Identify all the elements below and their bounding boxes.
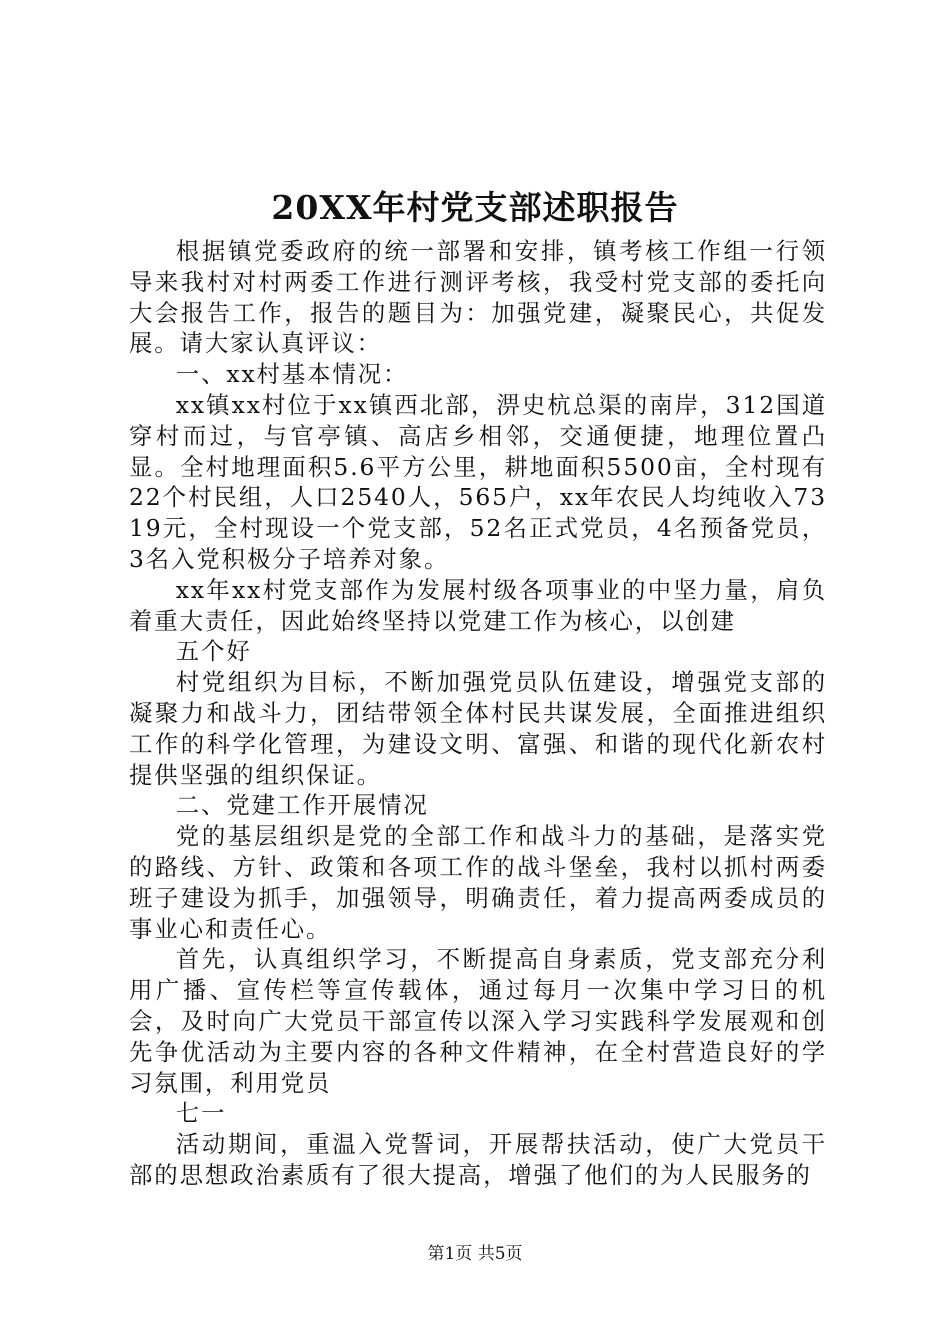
paragraph-five-good: 五个好 [175, 637, 252, 666]
paragraph-july-first: 七一 [175, 1099, 227, 1128]
document-body [129, 236, 827, 1191]
paragraph-intro: 根据镇党委政府的统一部署和安排，镇考核工作组一行领导来我村对村两委工作进行测评考核，我受村党支部的委托向大会报告工作，报告的题目为：加强党建，凝聚民心，共促发展。请大家认真评议： [129, 237, 827, 358]
paragraph-village-overview: xx镇xx村位于xx镇西北部，淠史杭总渠的南岸，312国道穿村而过，与官亭镇、高店乡相邻，交通便捷，地理位置凸显。全村地理面积5.6平方公里，耕地面积5500亩，全村现有22个村民组，人口2540人，565户，xx年农民人均纯收入7319元，全村现设一个党支部，52名正式党员，4名预备党员，3名入党积极分子培养对象。 [129, 390, 827, 573]
page-footer: 第1页 共5页 [427, 1244, 523, 1264]
section-heading-1: 一、xx村基本情况： [175, 360, 409, 389]
paragraph-party-role: xx年xx村党支部作为发展村级各项事业的中坚力量，肩负着重大责任，因此始终坚持以党建工作为核心，以创建 [129, 575, 827, 635]
paragraph-study: 首先，认真组织学习，不断提高自身素质，党支部充分利用广播、宣传栏等宣传载体，通过每月一次集中学习日的机会，及时向广大党员干部宣传以深入学习实践科学发展观和创先争优活动为主要内容的各种文件精神，在全村营造良好的学习氛围，利用党员 [129, 945, 827, 1097]
paragraph-grassroots: 党的基层组织是党的全部工作和战斗力的基础，是落实党的路线、方针、政策和各项工作的战斗堡垒，我村以抓村两委班子建设为抓手，加强领导，明确责任，着力提高两委成员的事业心和责任心。 [129, 822, 827, 943]
section-heading-2: 二、党建工作开展情况 [175, 791, 429, 820]
document-title: 20XX年村党支部述职报告 [271, 188, 679, 227]
paragraph-activities: 活动期间，重温入党誓词，开展帮扶活动，使广大党员干部的思想政治素质有了很大提高，增强了他们的为人民服务的 [129, 1130, 827, 1189]
paragraph-party-goal: 村党组织为目标，不断加强党员队伍建设，增强党支部的凝聚力和战斗力，团结带领全体村民共谋发展，全面推进组织工作的科学化管理，为建设文明、富强、和谐的现代化新农村提供坚强的组织保证。 [129, 668, 827, 789]
